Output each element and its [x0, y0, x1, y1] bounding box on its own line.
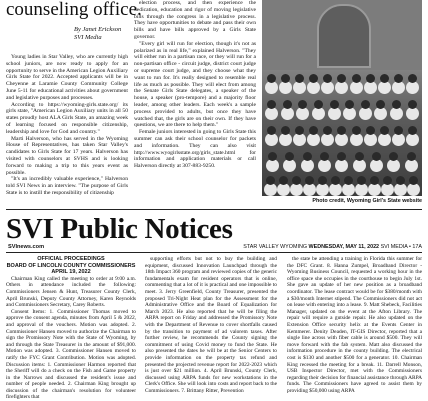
dateline-date: WEDNESDAY, MAY 11, 2022: [308, 244, 380, 250]
dateline: [243, 244, 422, 250]
group-photo: [262, 0, 422, 196]
byline-author: By Janet Erickson: [74, 26, 122, 33]
dateline-rule: [6, 252, 422, 253]
article-column-1: [6, 54, 128, 197]
dateline-page: SVI MEDIA • 17A: [380, 244, 422, 250]
photo-caption: Photo credit, Wyoming Girl's State website: [312, 198, 422, 204]
notice-heading: OFFICIAL PROCEEDINGS: [37, 256, 105, 262]
dateline-location: STAR VALLEY WYOMING: [243, 244, 308, 250]
article-headline: counseling office.: [6, 0, 142, 20]
notice-subheading: BOARD OF LINCOLN COUNTY COMMISSIONERS: [6, 262, 136, 269]
notice-paragraph: the state be attending a training in Florida this summer for the DFC Grant. 8. Hanna Zumpel, Broadband Director - Wyoming Business Council, requested a working hour in the office space she occupies in the courthouse to begin July 1st. She gave an update of her new position as a broadband coordinator. The lease contract would be for $380/month with a $30/month Internet stipend. The Commissioners did not act on lease with entering into a lease. 9. Matt Shebeck, Facilities Manager, updated on the event at the Afton Library. The repair will require a gutside repair. He also updated on the Extension Office security helix at the Events Center in Kemmerer. Denity Deaden, IT-GIS Director, reported that a single line across with fiber cable is around $500. They will move forward with the fab system. Matt also discussed the information procedure in the county building. The electrical cost is $130 and another $500 for a generator. 10. Chairman King recessed the meeting for a break. 11. Darrell Monson, USB Inspector Director, met with the Commissioners regarding their decision for financial assistance through ARPA funds. The Commissioners have agreed to assist them by providing $50,000 using ARPA: [287, 256, 422, 394]
article-column-2: [134, 0, 256, 170]
byline-staff: SVI Media: [74, 34, 102, 41]
article-paragraph: According to https://wyoming-girls.state.org/ its girls state, "American Legion Auxiliary units in all 50 states proudly host ALA Girls State, an amazing week of learning focused on responsible citizenship, leadership and love for God and country.": [6, 101, 128, 135]
notice-paragraph: Consent Items: 1. Commissioner Thomas moved to approve the consent agenda, minutes from April 5 & 2022, and approval of the vouchers. Motion was adopted. 2. Commissioner Hansen moved to authorize the Chairman to sign the Promissory Note with the State of Wyoming, by and through the State Treasurer in the amount of $91,000. Motion was adopted. 3. Commissioner Hansen moved to ratify the FYC Grant Contribution. Motion was adopted. Discussion items: 1. Commissioner Harmon reported that the Sheriff will do a check on the Fish and Game property in the Narrows and discussed the resident's issue and number of people needed. 2. Chairman King brought up discussion of the chairman's resolution for volunteer firefighters that: [6, 308, 136, 401]
byline: [74, 26, 121, 42]
photo-people-row: [264, 174, 420, 196]
section-divider: [6, 209, 422, 210]
article-paragraph: Female juniors interested in going to Girls State this summer can ask their school counselor for packets and information. They can also visit http://www.wyogirlsstate.org/girls_state.html for information and application materials or call Halverson directly at 307-883-9250.: [134, 129, 256, 170]
notice-paragraph: Chairman King called the meeting to order at 9:00 a.m. Others in attendance included the following: Commissioners Jensen & Hunt, Treasurer County Clerk, April Brunski, Deputy County Attorney, Karen Reynolds and Commissioners Secretary, Carey Roberts.: [6, 275, 136, 309]
notice-date: APRIL 19, 2022: [51, 269, 91, 276]
notice-column-2: [145, 256, 277, 394]
article-paragraph: election process, and then experience the dedication, education and rigor of moving legislative bills through the congress in a legislative process. They have opportunities to debate and pass their own bills and have bills approved by a Girls State governor.: [134, 0, 256, 40]
article-paragraph: Young ladies in Star Valley, who are currently high school juniors, are now ready to apply for an opportunity to serve in the American Legion Auxiliary Girls State for 2022. Accepted applicants will be in Cheyenne at Laramie County Community College June 5-11 for educational activities about government and legislative purposes and processes.: [6, 54, 128, 101]
site-link[interactable]: SVInews.com: [8, 244, 45, 250]
photo-arch: [317, 4, 371, 68]
notice-column-1: [6, 256, 136, 401]
article-paragraph: "It's an incredibly valuable experience," Halverson told SVI News in an interview. "The purpose of Girls State is to instill the responsibility of citizenship: [6, 176, 128, 196]
notice-column-3: [287, 256, 422, 394]
notice-paragraph: supporting efforts but not to buy the building and equipment, discussed Innovation Launchpad through the 18th Impact 360 program and reviewed copies of the generic fundamentals exam for resident operators that is online, commenting that a lot of it is practical and one impossible to meet. 3. Jerry Greenfield, County Treasurer, presented the proposed Tri-Night Heat plan for the Assessment for the Administrative Office and the Board of Equalization for March 2023. He also reported that he will be filing the ARPA report on Friday and addressed the Promissory Note with the Department of Revenue to cover shortfalls caused by the transition to payment of ad valorem taxes. After further review, he recommends the County signing the commitment of using Covid money to fund the State. He also presented the dates he will be at the Senior Centers to provide information on the property tax refund and presented the projected revenue report for 2022-2023 which is just over $21 million. 4. April Brunski, County Clerk, discussed using ARPA funds for new workstations in the Clerk's Office. She will look into costs and report back to the Commissioners. 7. Brittany Ritter, Prevention: [145, 256, 277, 394]
article-paragraph: "Every girl will run for election, though it's not as polarized as in real life," explained Halverson. "They will either run in a partisan race, or they will run for a non-partisan office - circuit judge, district court judge or supreme court judge, and they choose what they want to run for. It's really designed to resemble real life as much as possible. They will elect from among the Senate Girls State delegates, a speaker of the house, a speaker (pro-tempore) and a majority floor leader, among other leaders. Each week's a sample process provided to adults, but once they have watched that, the girls are on their own. If they have questions, we are there to help them.": [134, 40, 256, 129]
article-paragraph: Marti Halverson, who has served in the Wyoming House of Representatives, has taken Star Valley's candidates to Girls State for 17 years. Halverson has visited with counselors at SVHS and is looking forward to making a trip to this years event as possible.: [6, 135, 128, 176]
section-title: SVI Public Notices: [6, 213, 233, 245]
